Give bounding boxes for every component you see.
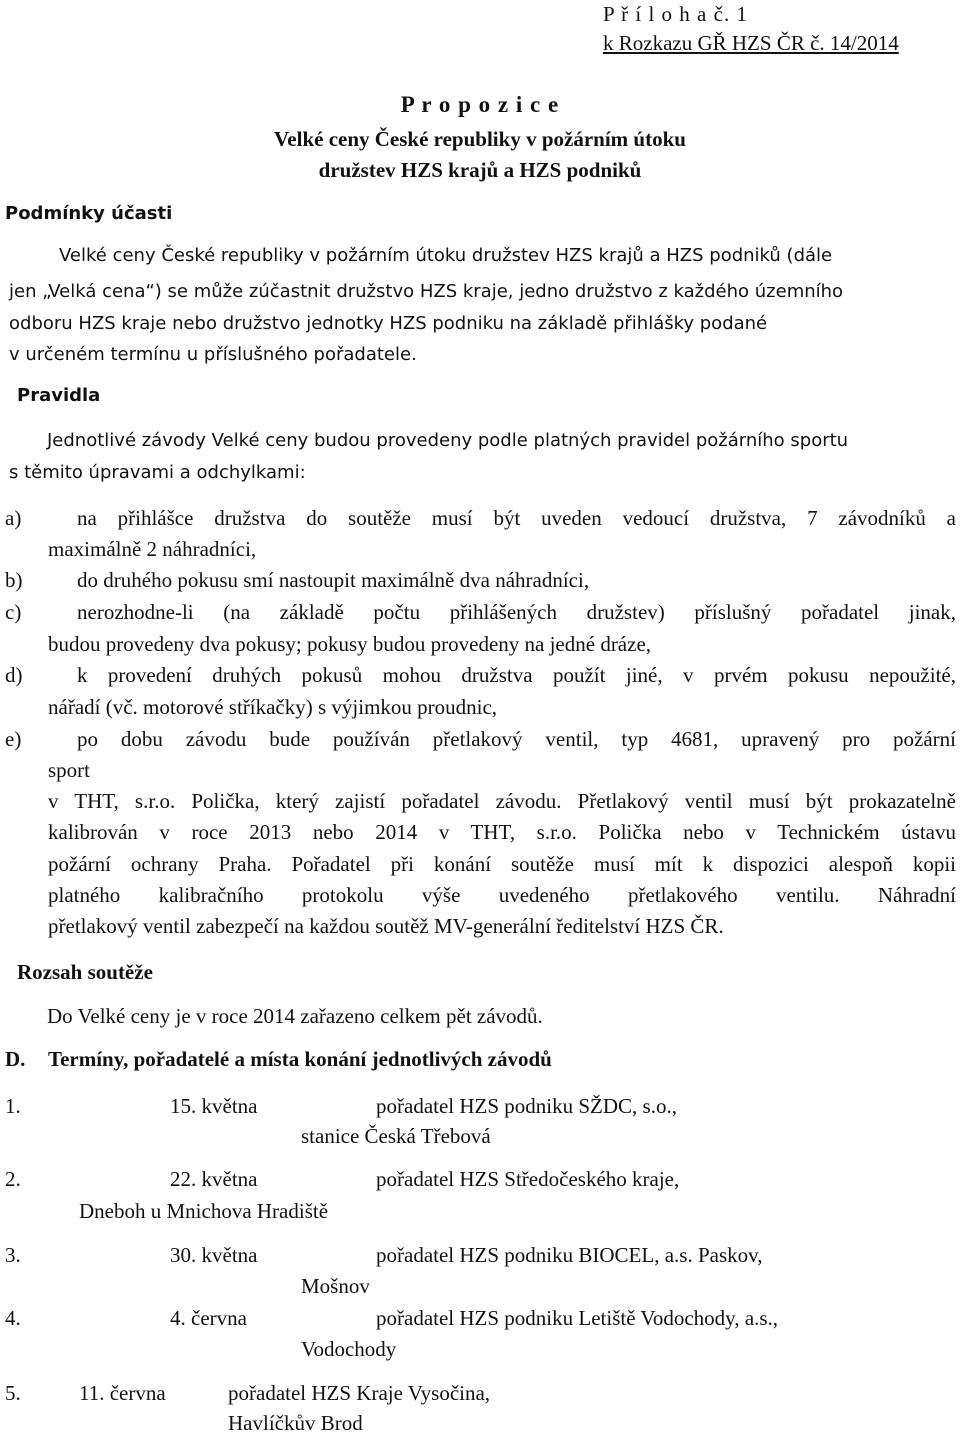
event-organizer: pořadatel HZS podniku BIOCEL, a.s. Paskov, <box>376 1243 763 1267</box>
conditions-line: Velké ceny České republiky v požárním útoku družstev HZS krajů a HZS podniků (dále <box>59 245 833 266</box>
rule-letter: e) <box>5 727 22 751</box>
rule-line: kalibrován v roce 2013 nebo 2014 v THT, s.r.o. Polička nebo v Technickém ústavu <box>48 820 956 844</box>
event-number: 5. <box>5 1381 21 1405</box>
conditions-line: jen „Velká cena“) se může zúčastnit družstvo HZS kraje, jedno družstvo z každého územního <box>9 281 844 302</box>
scope-heading: Rozsah soutěže <box>17 960 153 984</box>
event-organizer: pořadatel HZS podniku SŽDC, s.o., <box>376 1094 677 1118</box>
rule-letter: c) <box>5 600 22 624</box>
event-place: Vodochody <box>301 1337 397 1361</box>
scope-text: Do Velké ceny je v roce 2014 zařazeno celkem pět závodů. <box>47 1004 543 1028</box>
schedule-heading: Termíny, pořadatelé a místa konání jednotlivých závodů <box>48 1047 552 1071</box>
event-number: 4. <box>5 1306 21 1330</box>
rule-letter: a) <box>5 506 22 530</box>
event-date: 4. června <box>170 1306 247 1330</box>
event-place: Dneboh u Mnichova Hradiště <box>79 1199 329 1223</box>
event-date: 11. června <box>79 1381 166 1405</box>
rules-intro-line: s těmito úpravami a odchylkami: <box>9 462 306 483</box>
schedule-heading-letter: D. <box>5 1047 26 1071</box>
rule-line: k provedení druhých pokusů mohou družstva použít jiné, v prvém pokusu nepoužité, <box>77 663 956 687</box>
conditions-heading: Podmínky účasti <box>5 203 173 224</box>
event-place: Havlíčkův Brod <box>228 1411 363 1435</box>
event-organizer: pořadatel HZS Kraje Vysočina, <box>228 1381 491 1405</box>
event-place: stanice Česká Třebová <box>301 1124 491 1148</box>
event-place: Mošnov <box>301 1274 370 1298</box>
event-number: 3. <box>5 1243 21 1267</box>
document-subtitle-line1: Velké ceny České republiky v požárním útoku <box>274 127 686 151</box>
rule-line: nerozhodne-li (na základě počtu přihlášených družstev) příslušný pořadatel jinak, <box>77 600 956 624</box>
rule-line: maximálně 2 náhradníci, <box>48 537 257 561</box>
event-number: 1. <box>5 1094 21 1118</box>
document-title: P r o p o z i c e <box>400 92 560 117</box>
rule-line: platného kalibračního protokolu výše uvedeného přetlakového ventilu. Náhradní <box>48 883 956 907</box>
rule-letter: d) <box>5 663 23 687</box>
rule-line: po dobu závodu bude používán přetlakový ventil, typ 4681, upravený pro požární <box>77 727 956 751</box>
event-date: 22. května <box>170 1167 258 1191</box>
rules-heading: Pravidla <box>17 385 101 406</box>
attachment-label: P ř í l o h a č. 1 <box>603 2 748 26</box>
rule-line: do druhého pokusu smí nastoupit maximálně dva náhradníci, <box>77 568 590 592</box>
rule-line: v THT, s.r.o. Polička, který zajistí pořadatel závodu. Přetlakový ventil musí být prokazatelně <box>48 789 956 813</box>
conditions-line: v určeném termínu u příslušného pořadatele. <box>9 344 417 365</box>
event-date: 30. května <box>170 1243 258 1267</box>
order-reference: k Rozkazu GŘ HZS ČR č. 14/2014 <box>603 31 899 55</box>
rule-letter: b) <box>5 568 23 592</box>
rule-line: nářadí (vč. motorové stříkačky) s výjimkou proudnic, <box>48 695 498 719</box>
rules-intro-line: Jednotlivé závody Velké ceny budou provedeny podle platných pravidel požárního sportu <box>47 430 849 451</box>
event-date: 15. května <box>170 1094 258 1118</box>
conditions-line: odboru HZS kraje nebo družstvo jednotky HZS podniku na základě přihlášky podané <box>9 313 768 334</box>
document-subtitle-line2: družstev HZS krajů a HZS podniků <box>318 158 642 182</box>
event-organizer: pořadatel HZS podniku Letiště Vodochody, a.s., <box>376 1306 779 1330</box>
rule-line: sport <box>48 758 90 782</box>
event-organizer: pořadatel HZS Středočeského kraje, <box>376 1167 680 1191</box>
event-number: 2. <box>5 1167 21 1191</box>
rule-line: na přihlášce družstva do soutěže musí být uveden vedoucí družstva, 7 závodníků a <box>77 506 956 530</box>
rule-line: přetlakový ventil zabezpečí na každou soutěž MV-generální ředitelství HZS ČR. <box>48 914 724 938</box>
rule-line: požární ochrany Praha. Pořadatel při konání soutěže musí mít k dispozici alespoň kopii <box>48 852 956 876</box>
rule-line: budou provedeny dva pokusy; pokusy budou provedeny na jedné dráze, <box>48 632 652 656</box>
